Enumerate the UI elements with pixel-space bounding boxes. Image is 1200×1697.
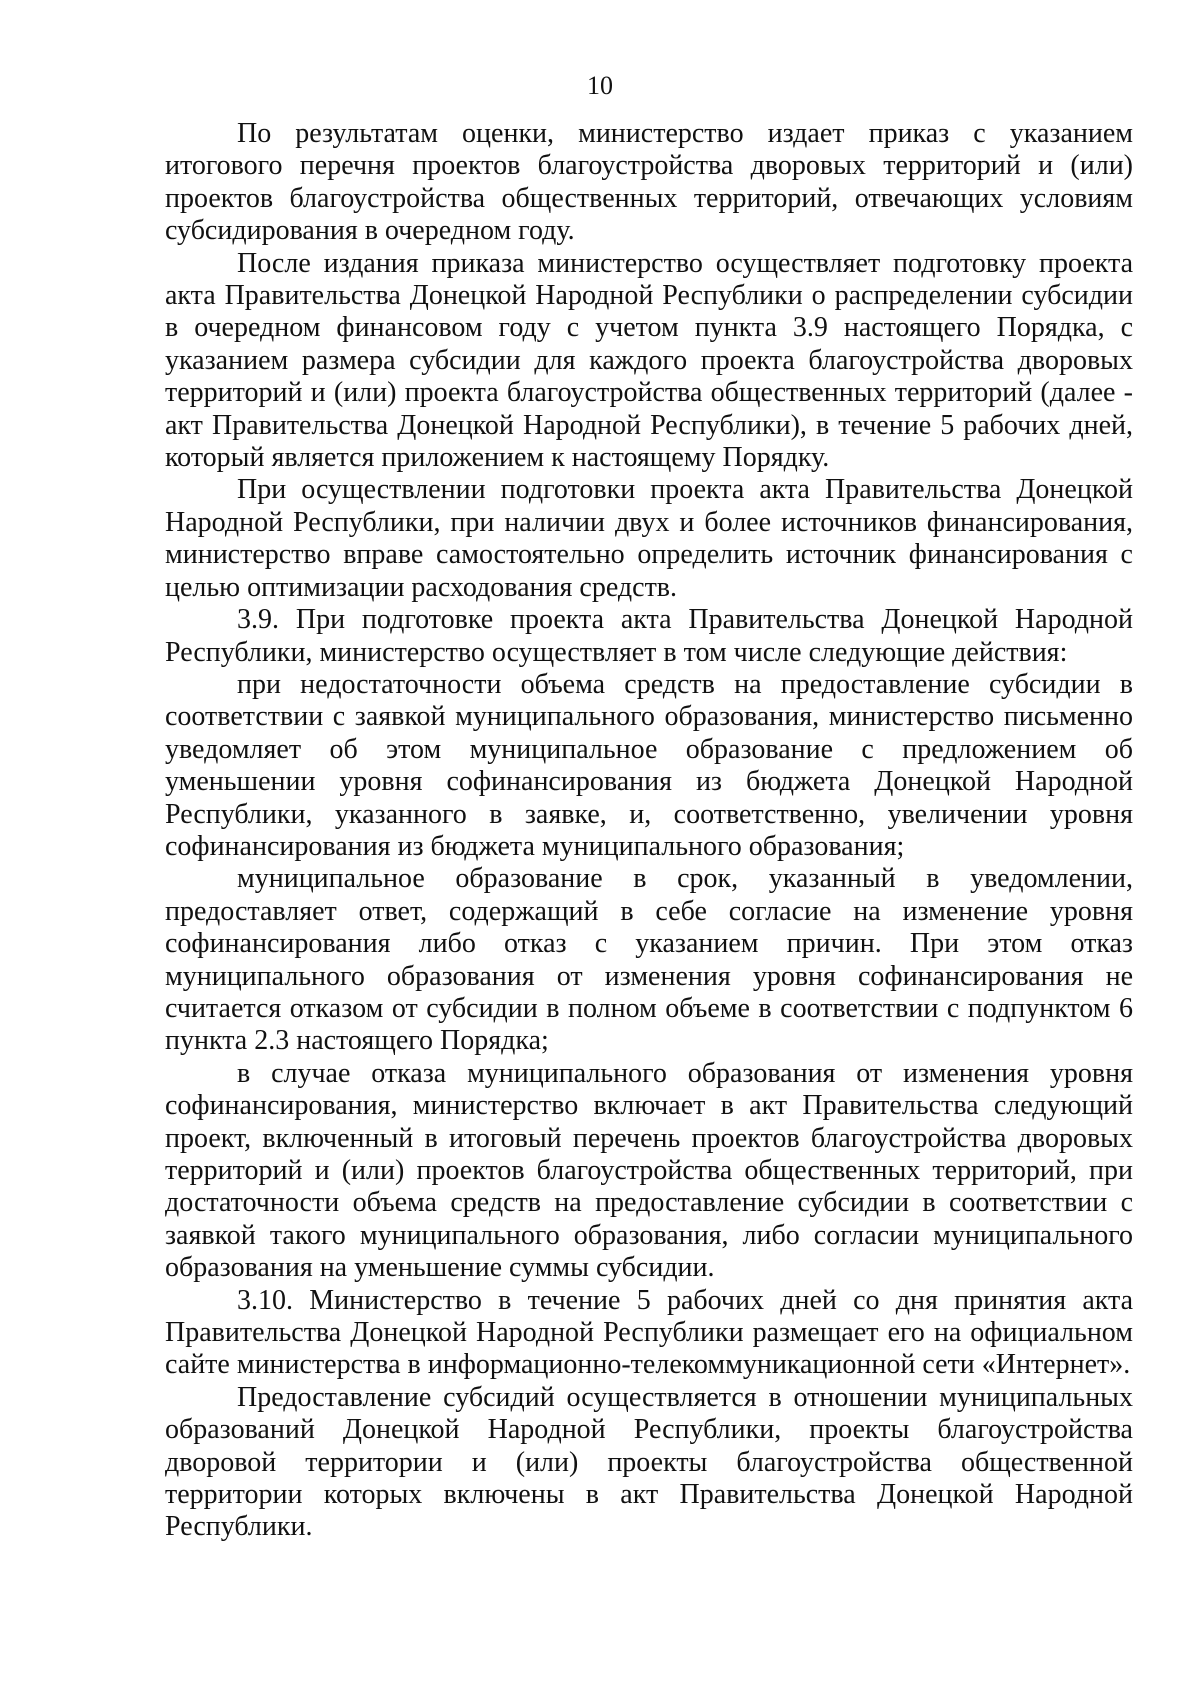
paragraph-government-act-draft: После издания приказа министерство осуществляет подготовку проекта акта Правительства Донецкой Народной Республики о распределении субсидии в очередном финансовом году с учетом пункта 3.9 настоящего Порядка, с указанием размера субсидии для каждого проекта благоустройства дворовых территорий и (или) проекта благоустройства общественных территорий (далее - акт Правительства Донецкой Народной Республики), в течение 5 рабочих дней, который является приложением к настоящему Порядку. <box>165 247 1133 474</box>
paragraph-subsidy-provision: Предоставление субсидий осуществляется в отношении муниципальных образований Донецкой Народной Республики, проекты благоустройства дворовой территории и (или) проекты благоустройства общественной территории которых включены в акт Правительства Донецкой Народной Республики. <box>165 1381 1133 1543</box>
paragraph-insufficient-funds: при недостаточности объема средств на предоставление субсидии в соответствии с заявкой муниципального образования, министерство письменно уведомляет об этом муниципальное образование с предложением об уменьшении уровня софинансирования из бюджета Донецкой Народной Республики, указанного в заявке, и, соответственно, увеличении уровня софинансирования из бюджета муниципального образования; <box>165 668 1133 862</box>
paragraph-municipal-response: муниципальное образование в срок, указанный в уведомлении, предоставляет ответ, содержащий в себе согласие на изменение уровня софинансирования либо отказ с указанием причин. При этом отказ муниципального образования от изменения уровня софинансирования не считается отказом от субсидии в полном объеме в соответствии с подпунктом 6 пункта 2.3 настоящего Порядка; <box>165 863 1133 1057</box>
paragraph-refusal-case: в случае отказа муниципального образования от изменения уровня софинансирования, министерство включает в акт Правительства следующий проект, включенный в итоговый перечень проектов благоустройства дворовых территорий и (или) проектов благоустройства общественных территорий, при достаточности объема средств на предоставление субсидии в соответствии с заявкой такого муниципального образования, либо согласии муниципального образования на уменьшение суммы субсидии. <box>165 1057 1133 1284</box>
paragraph-clause-3-9: 3.9. При подготовке проекта акта Правительства Донецкой Народной Республики, министерство осуществляет в том числе следующие действия: <box>165 604 1133 668</box>
document-body <box>165 118 1133 1544</box>
page-number: 10 <box>587 71 613 100</box>
paragraph-approval-order: По результатам оценки, министерство издает приказ с указанием итогового перечня проектов благоустройства дворовых территорий и (или) проектов благоустройства общественных территорий, отвечающих условиям субсидирования в очередном году. <box>165 118 1133 247</box>
paragraph-clause-3-10: 3.10. Министерство в течение 5 рабочих дней со дня принятия акта Правительства Донецкой Народной Республики размещает его на официальном сайте министерства в информационно-телекоммуникационной сети «Интернет». <box>165 1284 1133 1381</box>
paragraph-financing-sources: При осуществлении подготовки проекта акта Правительства Донецкой Народной Республики, при наличии двух и более источников финансирования, министерство вправе самостоятельно определить источник финансирования с целью оптимизации расходования средств. <box>165 474 1133 603</box>
